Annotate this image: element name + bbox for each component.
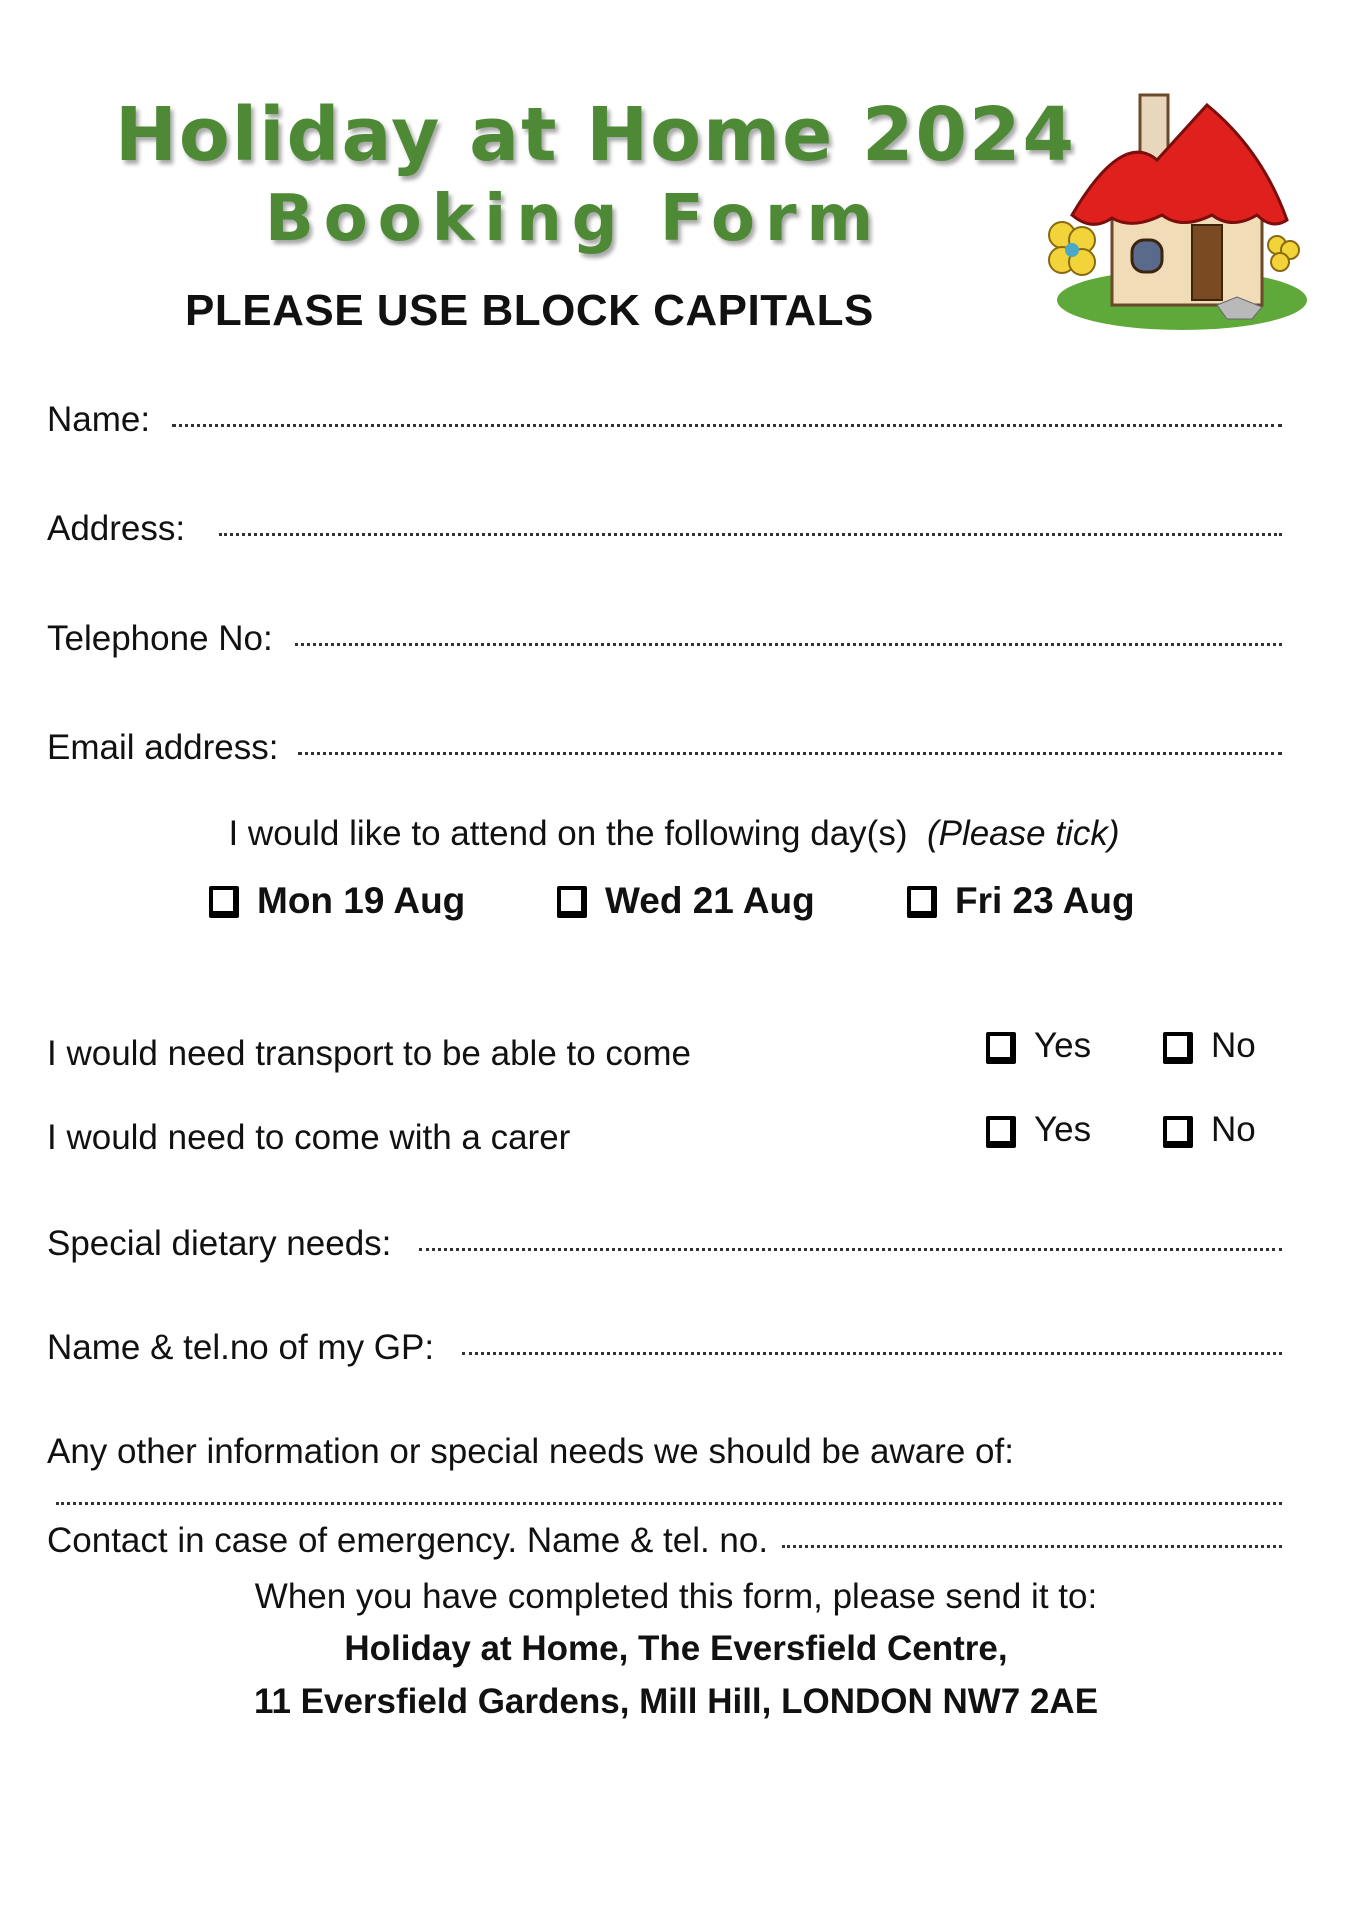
yes-label: Yes [1034,1026,1092,1065]
gp-field[interactable] [47,1328,1282,1372]
address-field[interactable] [47,509,1282,553]
please-tick-hint: (Please tick) [926,814,1120,853]
name-dotted-line[interactable] [172,423,1282,427]
day-label: Fri 23 Aug [955,880,1135,921]
address-dotted-line[interactable] [219,532,1282,536]
dietary-label: Special dietary needs: [47,1224,392,1263]
checkbox-icon[interactable] [907,886,937,918]
return-address-line2: 11 Eversfield Gardens, Mill Hill, LONDON NW7 2AE [253,1682,1099,1721]
form-title: Holiday at Home 2024 [115,92,1076,178]
emergency-field[interactable] [47,1521,1282,1565]
no-label: No [1211,1026,1256,1065]
name-field[interactable] [47,400,1282,444]
gp-dotted-line[interactable] [462,1351,1282,1355]
checkbox-icon[interactable] [557,886,587,918]
name-label: Name: [47,400,151,439]
no-label: No [1211,1110,1256,1149]
send-instruction: When you have completed this form, please send it to: [254,1577,1098,1616]
checkbox-icon[interactable] [1163,1032,1193,1064]
telephone-dotted-line[interactable] [295,642,1282,646]
transport-no-option[interactable] [1163,1026,1256,1066]
attendance-prompt-text: I would like to attend on the following day(s) [228,814,908,853]
dietary-dotted-line[interactable] [419,1247,1282,1251]
transport-yes-option[interactable] [986,1026,1091,1066]
dietary-field[interactable] [47,1224,1282,1268]
day-label: Wed 21 Aug [605,880,815,921]
emergency-dotted-line[interactable] [782,1544,1282,1548]
checkbox-icon[interactable] [986,1116,1016,1148]
checkbox-icon[interactable] [1163,1116,1193,1148]
day-label: Mon 19 Aug [257,880,466,921]
telephone-field[interactable] [47,619,1282,663]
other-info-label: Any other information or special needs we should be aware of: [47,1432,1014,1471]
day-option-fri[interactable] [907,880,1135,922]
checkbox-icon[interactable] [986,1032,1016,1064]
emergency-label: Contact in case of emergency. Name & tel. no. [47,1521,769,1560]
checkbox-icon[interactable] [209,886,239,918]
carer-yes-option[interactable] [986,1110,1091,1150]
cottage-illustration-icon [1032,90,1317,335]
carer-question: I would need to come with a carer [47,1118,571,1157]
email-dotted-line[interactable] [298,751,1282,755]
address-label: Address: [47,509,186,548]
day-option-wed[interactable] [557,880,815,922]
telephone-label: Telephone No: [47,619,273,658]
form-subtitle: Booking Form [265,182,884,256]
return-address-line1: Holiday at Home, The Eversfield Centre, [344,1629,1008,1668]
block-capitals-instruction: PLEASE USE BLOCK CAPITALS [185,286,874,335]
other-info-dotted-line[interactable] [56,1502,1282,1505]
email-field[interactable] [47,728,1282,772]
yes-label: Yes [1034,1110,1092,1149]
gp-label: Name & tel.no of my GP: [47,1328,435,1367]
email-label: Email address: [47,728,279,767]
attendance-prompt [0,814,1350,854]
day-option-mon[interactable] [209,880,465,922]
transport-question: I would need transport to be able to come [47,1034,692,1073]
carer-no-option[interactable] [1163,1110,1256,1150]
